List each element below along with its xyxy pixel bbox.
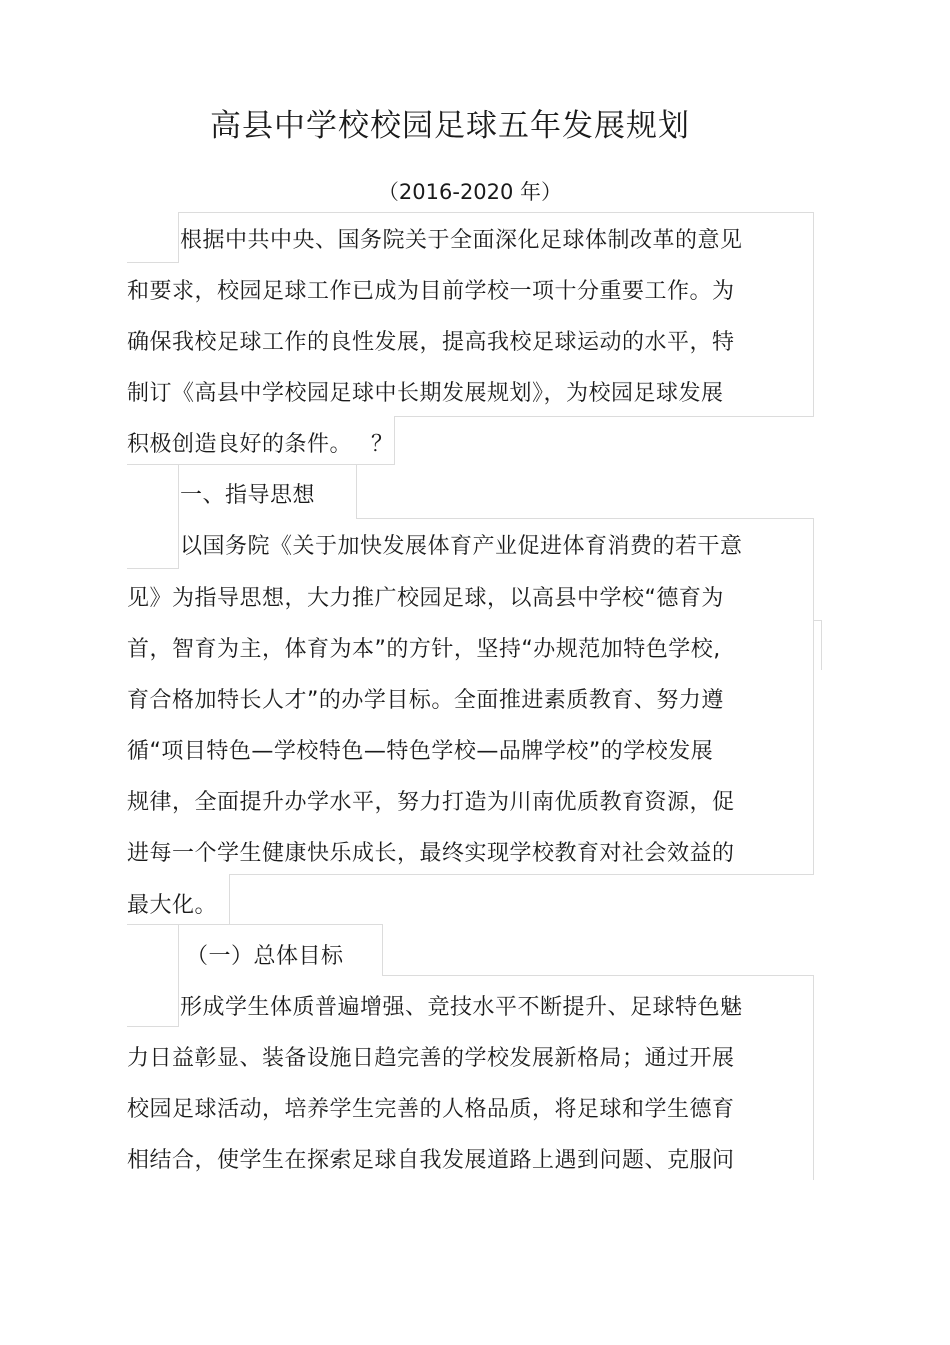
paragraph-line: 和要求，校园足球工作已成为目前学校一项十分重要工作。为: [127, 279, 735, 304]
rule: [127, 1026, 179, 1027]
subsection-heading: （一）总体目标: [186, 944, 344, 969]
paragraph-line: 进每一个学生健康快乐成长，最终实现学校教育对社会效益的: [127, 841, 735, 866]
rule: [382, 924, 383, 976]
paragraph-line: 首，智育为主，体育为本”的方针，坚持“办规范加特色学校,: [127, 637, 721, 662]
paragraph-line: 相结合，使学生在探索足球自我发展道路上遇到问题、克服问: [127, 1148, 735, 1173]
rule: [127, 568, 179, 569]
rule: [356, 518, 814, 519]
paragraph-line: 最大化。: [127, 893, 218, 918]
paragraph-line: 见》为指导思想，大力推广校园足球，以高县中学校“德育为: [127, 586, 724, 611]
rule: [382, 975, 814, 976]
paragraph-line: 形成学生体质普遍增强、竞技水平不断提升、足球特色魅: [180, 995, 743, 1020]
rule: [821, 620, 822, 670]
paragraph-line: 循“项目特色—学校特色—特色学校—品牌学校”的学校发展: [127, 739, 714, 764]
rule: [229, 874, 230, 924]
paragraph-line: 育合格加特长人才”的办学目标。全面推进素质教育、努力遵: [127, 688, 724, 713]
paragraph-line: 根据中共中央、国务院关于全面深化足球体制改革的意见: [180, 228, 743, 253]
paragraph-line: 校园足球活动，培养学生完善的人格品质，将足球和学生德育: [127, 1097, 735, 1122]
paragraph-line: 制订《高县中学校园足球中长期发展规划》，为校园足球发展: [127, 381, 724, 406]
section-heading: 一、指导思想: [180, 483, 316, 508]
paragraph-line: 以国务院《关于加快发展体育产业促进体育消费的若干意: [180, 534, 743, 559]
paragraph-line: 确保我校足球工作的良性发展，提高我校足球运动的水平，特: [127, 330, 735, 355]
paragraph-line: 力日益彰显、装备设施日趋完善的学校发展新格局；通过开展: [127, 1046, 735, 1071]
rule: [178, 924, 179, 1026]
paragraph-line: 积极创造良好的条件。 ？: [127, 432, 394, 457]
rule: [813, 975, 814, 1180]
rule: [813, 518, 814, 874]
paragraph-line: 规律，全面提升办学水平，努力打造为川南优质教育资源，促: [127, 790, 735, 815]
rule: [394, 416, 395, 464]
rule: [394, 416, 814, 417]
rule: [178, 464, 179, 568]
document-subtitle: （2016-2020 年）: [377, 180, 563, 204]
rule: [813, 212, 814, 416]
document-title: 高县中学校校园足球五年发展规划: [210, 108, 690, 144]
rule: [229, 874, 814, 875]
rule: [127, 262, 179, 263]
rule: [356, 464, 357, 518]
rule: [127, 924, 383, 925]
rule: [178, 212, 179, 262]
rule: [127, 464, 395, 465]
rule: [178, 212, 814, 213]
